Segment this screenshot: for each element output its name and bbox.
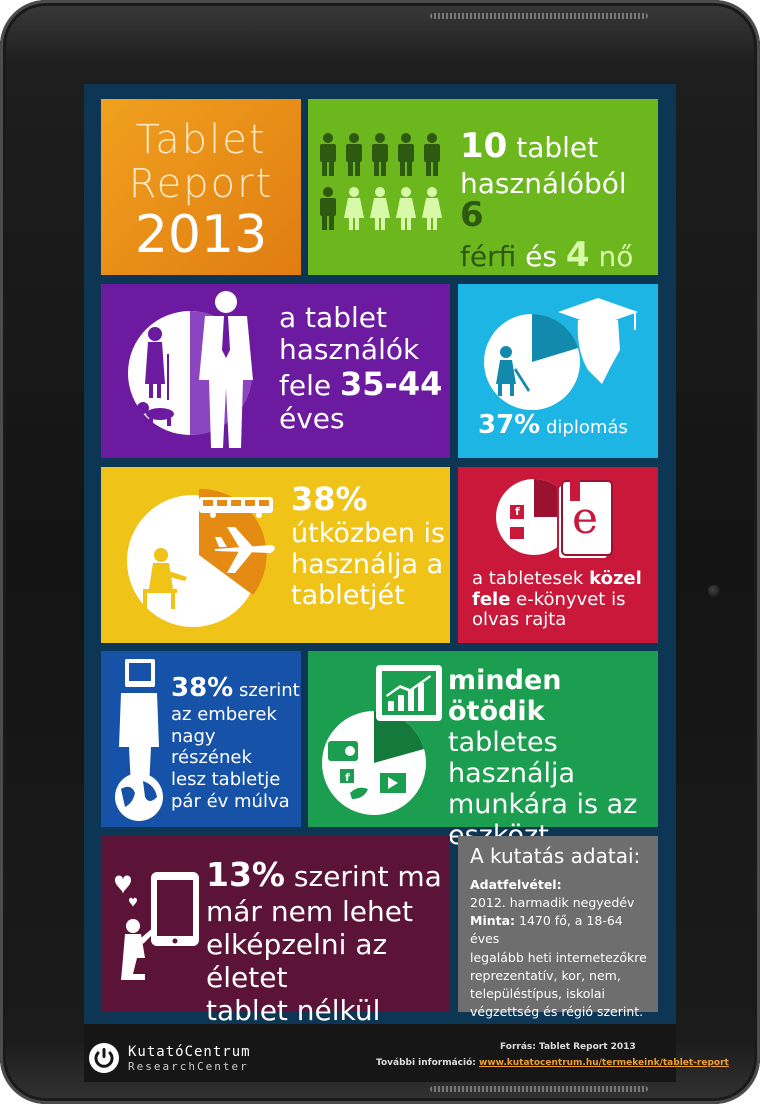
radio-icon <box>328 741 358 761</box>
age-text: a tablet használók fele 35-44 éves <box>279 301 443 436</box>
bus-icon <box>199 497 275 519</box>
life-text: 13% szerint ma már nem lehet elképzelni az életet tablet nélkül <box>206 855 442 1028</box>
footer-info-link[interactable]: www.kutatocentrum.hu/termekeink/tablet-report <box>479 1058 729 1068</box>
ebook-tile <box>458 467 658 643</box>
graduate-head-icon <box>548 290 648 390</box>
title-line2: Report <box>128 161 274 207</box>
man-icon <box>308 99 458 275</box>
monitor-head-person-icon <box>107 657 167 823</box>
gender-text: 10 tablet használóból 6 férfi és 4 nő <box>460 126 634 275</box>
top-speaker-grille <box>430 13 648 19</box>
ebook-text: a tabletesek közel fele e-könyvet is olvas rajta <box>472 568 642 631</box>
footer-info-label: További információ: <box>376 1058 476 1068</box>
heart-icon <box>115 876 137 908</box>
businessman-icon <box>191 288 261 458</box>
footer-source: Forrás: Tablet Report 2013 <box>500 1042 636 1052</box>
future-tile <box>101 651 301 827</box>
bottom-speaker-grille <box>430 1086 648 1092</box>
survey-tile <box>458 836 658 1019</box>
footer-info <box>376 1058 729 1068</box>
title-tile <box>101 99 301 275</box>
gender-tile <box>308 99 658 275</box>
kutatocentrum-logo[interactable] <box>88 1042 268 1076</box>
power-logo-icon <box>88 1042 120 1074</box>
survey-body: Adatfelvétel: 2012. harmadik negyedév Minta: 1470 fő, a 18-64 éves legalább heti internetezőkre reprezentatív, kor, nem, településtípus, iskolai végzettség és régió szerint. <box>470 877 647 1019</box>
logo-name: KutatóCentrum <box>128 1044 251 1060</box>
degree-text: 37% diplomás <box>478 410 628 440</box>
tablet-icon <box>151 872 199 946</box>
survey-title: A kutatás adatai: <box>470 844 641 868</box>
kneeling-person-icon <box>107 866 201 986</box>
future-text: 38% szerint az emberek nagy részének lesz tabletje pár év múlva <box>171 673 300 812</box>
woman-icon <box>344 187 442 230</box>
age-tile <box>101 284 450 458</box>
airplane-icon <box>213 525 279 575</box>
globe-icon <box>115 773 163 821</box>
work-tile <box>308 651 658 827</box>
title-line1: Tablet <box>135 117 267 163</box>
ebook-icon <box>496 475 626 571</box>
film-icon <box>380 773 406 793</box>
work-text: minden ötödik tabletes használja munkára is az <box>448 665 638 821</box>
camera-lens <box>708 585 720 597</box>
work-facebook-icon: f <box>345 771 350 784</box>
logo-subtitle: ResearchCenter <box>128 1060 249 1073</box>
degree-tile <box>458 284 658 458</box>
work-pie-chart <box>314 665 454 825</box>
facebook-icon: f <box>515 505 520 518</box>
ebook-e-letter: e <box>572 493 599 544</box>
title-year: 2013 <box>134 205 268 265</box>
travel-tile <box>101 467 450 643</box>
travel-text: 38% útközben is használja a tabletjét <box>291 480 446 611</box>
life-tile <box>101 836 450 1028</box>
